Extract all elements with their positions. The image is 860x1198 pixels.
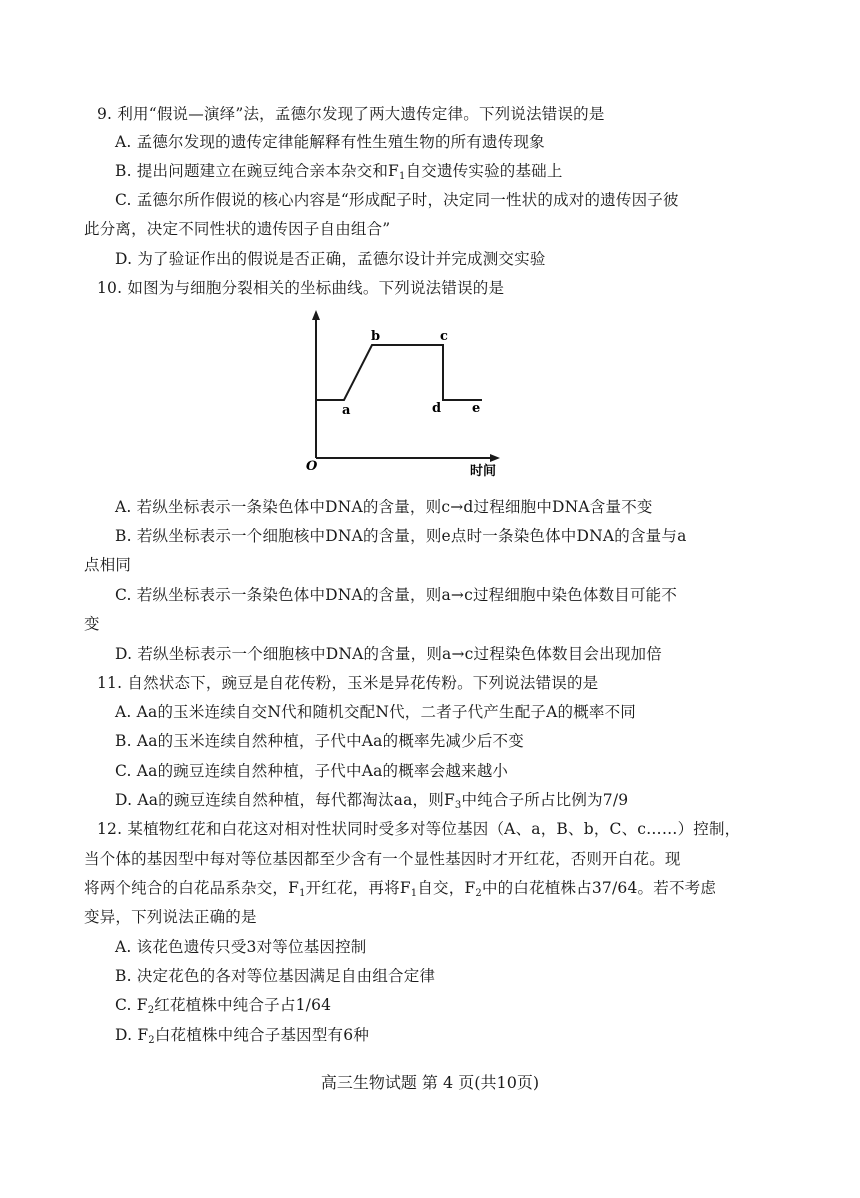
- q9-option-d: D. 为了验证作出的假说是否正确，孟德尔设计并完成测交实验: [115, 250, 546, 268]
- page-footer: 高三生物试题 第 4 页(共10页): [320, 1073, 540, 1092]
- x-axis-label: 时间: [470, 464, 497, 478]
- point-label-d: d: [432, 401, 442, 416]
- q11-stem: 11. 自然状态下，豌豆是自花传粉，玉米是异花传粉。下列说法错误的是: [97, 674, 599, 692]
- q10-option-c-line2: 变: [84, 615, 100, 633]
- q10-stem: 10. 如图为与细胞分裂相关的坐标曲线。下列说法错误的是: [97, 279, 505, 297]
- point-label-a: a: [342, 403, 351, 418]
- q11-option-d: D. Aa的豌豆连续自然种植，每代都淘汰aa，则$F_3$中纯合子所占比例为7/9: [115, 791, 629, 811]
- q10-option-a: A. 若纵坐标表示一条染色体中DNA的含量，则c→d过程细胞中DNA含量不变: [115, 498, 653, 516]
- point-label-c: c: [440, 329, 448, 344]
- q12-stem-line4: 变异，下列说法正确的是: [84, 908, 257, 926]
- q12-stem-line3: 将两个纯合的白花品系杂交，$F_1$开红花，再将$F_1$自交，$F_2$中的白花植株占37/64。若不考虑: [84, 879, 717, 899]
- q12-option-d: D. $F_2$白花植株中纯合子基因型有6种: [115, 1026, 370, 1046]
- q12-stem-line2: 当个体的基因型中每对等位基因都至少含有一个显性基因时才开红花，否则开白花。现: [84, 850, 681, 868]
- q11-option-c: C. Aa的豌豆连续自然种植，子代中Aa的概率会越来越小: [115, 762, 509, 780]
- q11-option-b: B. Aa的玉米连续自然种植，子代中Aa的概率先减少后不变: [115, 732, 524, 750]
- curve-line: [316, 345, 482, 400]
- x-axis-arrow: [490, 454, 500, 462]
- q9-option-b: B. 提出问题建立在豌豆纯合亲本杂交和$F_1$自交遗传实验的基础上: [115, 162, 563, 182]
- y-axis-arrow: [312, 310, 320, 320]
- q9-option-a: A. 孟德尔发现的遗传定律能解释有性生殖生物的所有遗传现象: [115, 133, 545, 151]
- q10-figure-curve: [298, 308, 510, 478]
- q10-option-d: D. 若纵坐标表示一个细胞核中DNA的含量，则a→c过程染色体数目会出现加倍: [115, 645, 662, 663]
- q9-option-c-line2: 此分离，决定不同性状的遗传因子自由组合”: [84, 220, 391, 238]
- q10-option-b-line1: B. 若纵坐标表示一个细胞核中DNA的含量，则e点时一条染色体中DNA的含量与a: [115, 527, 687, 545]
- q12-stem-line1: 12. 某植物红花和白花这对相对性状同时受多对等位基因（A、a，B、b，C、c……）控制，: [97, 820, 741, 838]
- q10-option-b-line2: 点相同: [84, 556, 132, 574]
- q11-option-a: A. Aa的玉米连续自交N代和随机交配N代，二者子代产生配子A的概率不同: [115, 703, 637, 721]
- origin-label: O: [306, 459, 318, 474]
- q10-option-c-line1: C. 若纵坐标表示一条染色体中DNA的含量，则a→c过程细胞中染色体数目可能不: [115, 586, 678, 604]
- q12-option-a: A. 该花色遗传只受3对等位基因控制: [115, 938, 367, 956]
- q9-option-c-line1: C. 孟德尔所作假说的核心内容是“形成配子时，决定同一性状的成对的遗传因子彼: [115, 191, 679, 209]
- q9-stem: 9. 利用“假说—演绎”法，孟德尔发现了两大遗传定律。下列说法错误的是: [97, 105, 605, 123]
- point-label-b: b: [371, 329, 381, 344]
- q12-option-c: C. $F_2$红花植株中纯合子占1/64: [115, 996, 332, 1016]
- q12-option-b: B. 决定花色的各对等位基因满足自由组合定律: [115, 967, 436, 985]
- point-label-e: e: [472, 401, 481, 416]
